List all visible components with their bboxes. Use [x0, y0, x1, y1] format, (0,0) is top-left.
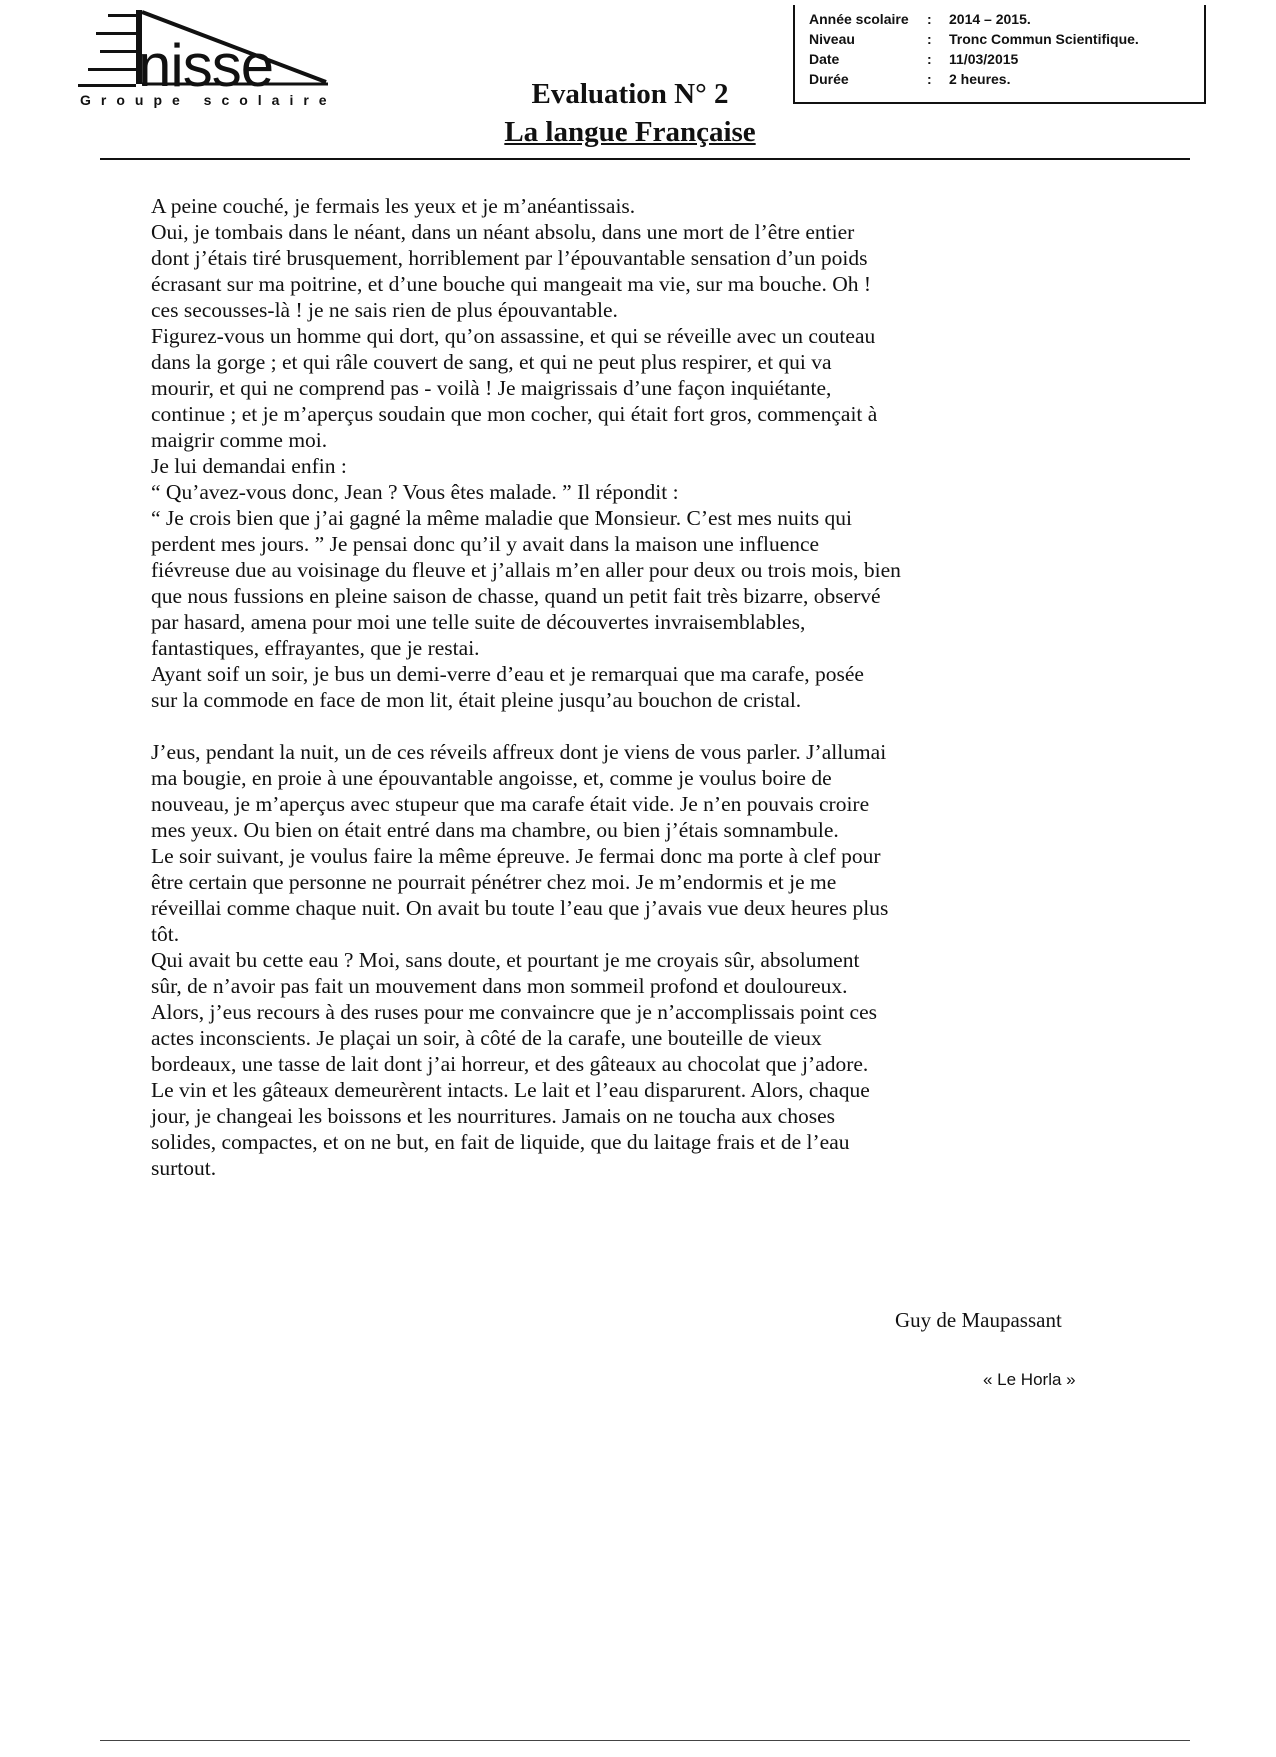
- info-value: 2 heures.: [949, 71, 1011, 87]
- text-line: réveillai comme chaque nuit. On avait bu toute l’eau que j’avais vue deux heures plus: [151, 896, 889, 920]
- text-line: actes inconscients. Je plaçai un soir, à côté de la carafe, une bouteille de vieux: [151, 1026, 822, 1050]
- text-line: être certain que personne ne pourrait pénétrer chez moi. Je m’endormis et je me: [151, 870, 837, 894]
- text-line: Oui, je tombais dans le néant, dans un néant absolu, dans une mort de l’être entier: [151, 220, 855, 244]
- text-line: Je lui demandai enfin :: [151, 454, 347, 478]
- text-line: fiévreuse due au voisinage du fleuve et j’allais m’en aller pour deux ou trois mois, bien: [151, 558, 901, 582]
- info-label: Niveau: [809, 31, 855, 47]
- info-separator: :: [927, 51, 932, 67]
- info-row-year: [809, 9, 1204, 29]
- info-row-date: [809, 49, 1204, 69]
- text-line: jour, je changeai les boissons et les nourritures. Jamais on ne toucha aux choses: [151, 1104, 835, 1128]
- text-line: Qui avait bu cette eau ? Moi, sans doute, et pourtant je me croyais sûr, absolument: [151, 948, 860, 972]
- info-value: 11/03/2015: [949, 51, 1019, 67]
- footer-divider: [100, 1740, 1190, 1741]
- info-label: Année scolaire: [809, 11, 909, 27]
- logo-tagline: Groupe scolaire: [80, 92, 337, 108]
- text-line: par hasard, amena pour moi une telle suite de découvertes invraisemblables,: [151, 610, 806, 634]
- header-divider: [100, 158, 1190, 160]
- text-line: “ Qu’avez-vous donc, Jean ? Vous êtes malade. ” Il répondit :: [151, 480, 679, 504]
- info-label: Durée: [809, 71, 849, 87]
- text-line: “ Je crois bien que j’ai gagné la même maladie que Monsieur. C’est mes nuits qui: [151, 506, 852, 530]
- text-line: Le vin et les gâteaux demeurèrent intacts. Le lait et l’eau disparurent. Alors, chaque: [151, 1078, 870, 1102]
- text-line: écrasant sur ma poitrine, et d’une bouche qui mangeait ma vie, sur ma bouche. Oh !: [151, 272, 872, 296]
- text-line: dans la gorge ; et qui râle couvert de sang, et qui ne peut plus respirer, et qui va: [151, 350, 832, 374]
- text-line: maigrir comme moi.: [151, 428, 328, 452]
- text-line: continue ; et je m’aperçus soudain que mon cocher, qui était fort gros, commençait à: [151, 402, 878, 426]
- info-row-duration: [809, 69, 1204, 89]
- subject-title: La langue Française: [504, 116, 756, 148]
- text-line: ces secousses-là ! je ne sais rien de plus épouvantable.: [151, 298, 618, 322]
- text-line: tôt.: [151, 922, 180, 946]
- text-line: A peine couché, je fermais les yeux et je m’anéantissais.: [151, 194, 636, 218]
- source-title: « Le Horla »: [983, 1370, 1076, 1389]
- text-line: surtout.: [151, 1156, 217, 1180]
- info-row-level: [809, 29, 1204, 49]
- info-label: Date: [809, 51, 840, 67]
- info-separator: :: [927, 31, 932, 47]
- text-line: que nous fussions en pleine saison de chasse, quand un petit fait très bizarre, observé: [151, 584, 881, 608]
- author-name: Guy de Maupassant: [895, 1308, 1062, 1332]
- info-separator: :: [927, 11, 932, 27]
- text-line: fantastiques, effrayantes, que je restai.: [151, 636, 480, 660]
- text-line: Alors, j’eus recours à des ruses pour me convaincre que je n’accomplissais point ces: [151, 1000, 877, 1024]
- text-body: [151, 193, 1151, 1181]
- info-separator: :: [927, 71, 932, 87]
- text-line: Le soir suivant, je voulus faire la même épreuve. Je fermai donc ma porte à clef pour: [151, 844, 881, 868]
- text-line: nouveau, je m’aperçus avec stupeur que ma carafe était vide. Je n’en pouvais croire: [151, 792, 870, 816]
- text-line: bordeaux, une tasse de lait dont j’ai horreur, et des gâteaux au chocolat que j’adore.: [151, 1052, 869, 1076]
- text-line: sûr, de n’avoir pas fait un mouvement dans mon sommeil profond et douloureux.: [151, 974, 848, 998]
- evaluation-title: Evaluation N° 2: [531, 78, 729, 110]
- text-line: mourir, et qui ne comprend pas - voilà ! Je maigrissais d’une façon inquiétante,: [151, 376, 832, 400]
- logo-wordmark: nisse: [138, 32, 274, 99]
- school-logo: [78, 6, 378, 106]
- text-line: solides, compactes, et on ne but, en fait de liquide, que du laitage frais et de l’eau: [151, 1130, 850, 1154]
- info-box: [793, 5, 1206, 104]
- text-line: mes yeux. Ou bien on était entré dans ma chambre, ou bien j’étais somnambule.: [151, 818, 839, 842]
- text-line: Figurez-vous un homme qui dort, qu’on assassine, et qui se réveille avec un couteau: [151, 324, 876, 348]
- text-line: perdent mes jours. ” Je pensai donc qu’il y avait dans la maison une influence: [151, 532, 820, 556]
- info-value: 2014 – 2015.: [949, 11, 1031, 27]
- text-line: ma bougie, en proie à une épouvantable angoisse, et, comme je voulus boire de: [151, 766, 832, 790]
- info-value: Tronc Commun Scientifique.: [949, 31, 1139, 47]
- text-line: J’eus, pendant la nuit, un de ces réveils affreux dont je viens de vous parler. J’allumai: [151, 740, 887, 764]
- text-line: sur la commode en face de mon lit, était pleine jusqu’au bouchon de cristal.: [151, 688, 802, 712]
- text-line: dont j’étais tiré brusquement, horriblement par l’épouvantable sensation d’un poids: [151, 246, 868, 270]
- text-line: Ayant soif un soir, je bus un demi-verre d’eau et je remarquai que ma carafe, posée: [151, 662, 864, 686]
